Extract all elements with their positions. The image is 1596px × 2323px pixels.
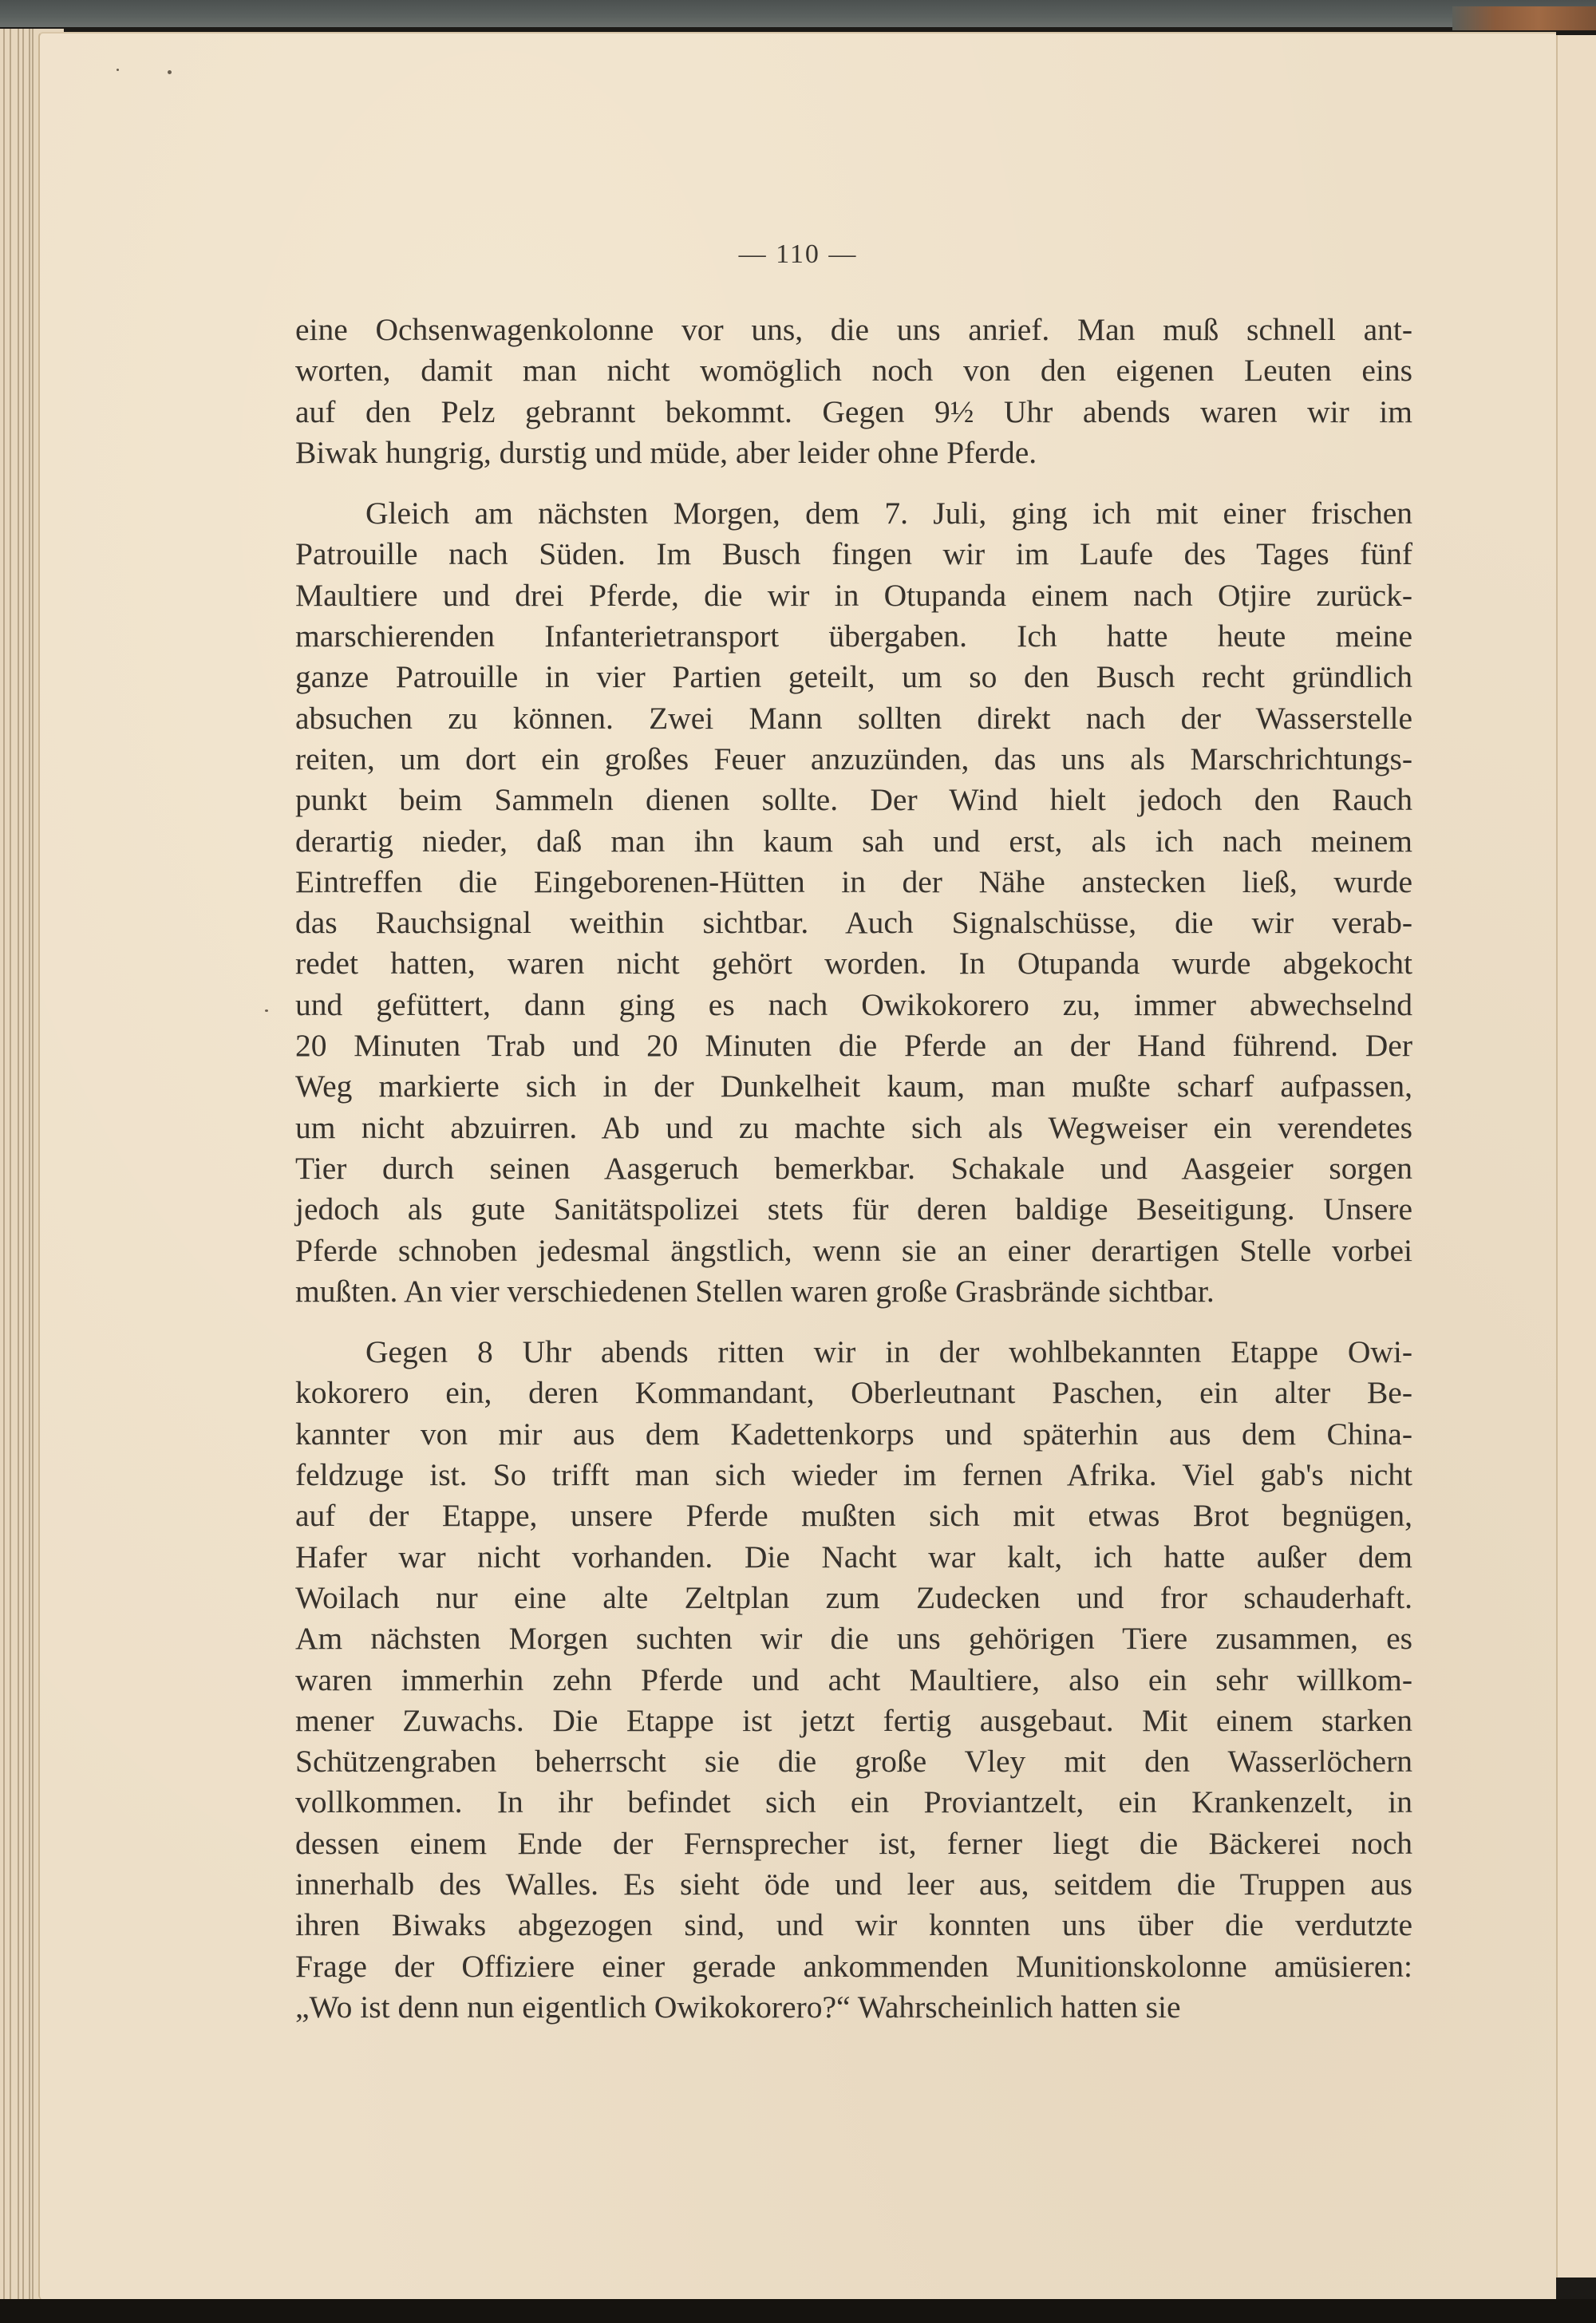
next-page-leaf (1556, 35, 1596, 2278)
text-line: eine Ochsenwagenkolonne vor uns, die uns anrief. Man muß schnell ant- (295, 312, 1412, 347)
book-cover-top (0, 0, 1596, 27)
page-edge-line (10, 29, 11, 2299)
page-edge-line (18, 29, 19, 2299)
text-line: worten, damit man nicht womöglich noch von den eigenen Leuten eins (295, 353, 1412, 389)
paragraph (295, 310, 1412, 473)
text-line: kokorero ein, deren Kommandant, Oberleutnant Paschen, ein alter Be- (295, 1375, 1412, 1411)
text-line: auf der Etappe, unsere Pferde mußten sich mit etwas Brot begnügen, (295, 1498, 1412, 1534)
text-line: punkt beim Sammeln dienen sollte. Der Wind hielt jedoch den Rauch (295, 782, 1412, 818)
text-line: das Rauchsignal weithin sichtbar. Auch Signalschüsse, die wir verab- (295, 905, 1412, 941)
page-number: — 110 — (738, 239, 858, 269)
text-line: 20 Minuten Trab und 20 Minuten die Pferde an der Hand führend. Der (295, 1028, 1412, 1064)
worn-spine-edge (1452, 6, 1596, 30)
text-line: Biwak hungrig, durstig und müde, aber leider ohne Pferde. (295, 434, 1037, 470)
text-line: waren immerhin zehn Pferde und acht Maultiere, also ein sehr willkom- (295, 1661, 1412, 1697)
text-line: jedoch als gute Sanitätspolizei stets für deren baldige Beseitigung. Unsere (295, 1191, 1412, 1227)
text-line: derartig nieder, daß man ihn kaum sah und erst, als ich nach meinem (295, 823, 1412, 859)
text-line: absuchen zu können. Zwei Mann sollten direkt nach der Wasserstelle (295, 700, 1412, 736)
text-line: Gegen 8 Uhr abends ritten wir in der wohlbekannten Etappe Owi- (365, 1334, 1412, 1370)
text-line: Patrouille nach Süden. Im Busch fingen wir im Laufe des Tages fünf (295, 536, 1412, 572)
text-line: und gefüttert, dann ging es nach Owikokorero zu, immer abwechselnd (295, 986, 1412, 1022)
paper-speck (168, 70, 172, 74)
paragraph (295, 493, 1412, 1312)
text-line: Tier durch seinen Aasgeruch bemerkbar. Schakale und Aasgeier sorgen (295, 1150, 1412, 1186)
book-cover-bottom (0, 2299, 1596, 2323)
text-line: Schützengraben beherrscht sie die große Vley mit den Wasserlöchern (295, 1744, 1412, 1780)
text-line: kannter von mir aus dem Kadettenkorps und späterhin aus dem China- (295, 1416, 1412, 1452)
text-line: vollkommen. In ihr befindet sich ein Proviantzelt, ein Krankenzelt, in (295, 1784, 1412, 1820)
text-line: Eintreffen die Eingeborenen-Hütten in der Nähe anstecken ließ, wurde (295, 863, 1412, 899)
text-line: Frage der Offiziere einer gerade ankommenden Munitionskolonne amüsieren: (295, 1948, 1412, 1984)
paper-speck (117, 69, 119, 71)
text-line: ganze Patrouille in vier Partien geteilt, um so den Busch recht gründlich (295, 659, 1412, 695)
paper-speck (265, 1009, 268, 1012)
text-line: dessen einem Ende der Fernsprecher ist, ferner liegt die Bäckerei noch (295, 1825, 1412, 1861)
body-text (295, 310, 1412, 2028)
page-edge-line (3, 29, 5, 2299)
text-line: Woilach nur eine alte Zeltplan zum Zudecken und fror schauderhaft. (295, 1579, 1412, 1615)
text-line: auf den Pelz gebrannt bekommt. Gegen 9½ Uhr abends waren wir im (295, 393, 1412, 429)
page-edge-line (29, 29, 30, 2299)
page-edge-line (32, 29, 34, 2299)
text-line: Am nächsten Morgen suchten wir die uns gehörigen Tiere zusammen, es (295, 1621, 1412, 1657)
text-line: mußten. An vier verschiedenen Stellen waren große Grasbrände sichtbar. (295, 1273, 1215, 1309)
text-line: mener Zuwachs. Die Etappe ist jetzt fertig ausgebaut. Mit einem starken (295, 1702, 1412, 1738)
text-line: reiten, um dort ein großes Feuer anzuzünden, das uns als Marschrichtungs- (295, 741, 1412, 776)
text-line: Weg markierte sich in der Dunkelheit kaum, man mußte scharf aufpassen, (295, 1069, 1412, 1104)
text-line: Maultiere und drei Pferde, die wir in Otupanda einem nach Otjire zurück- (295, 577, 1412, 613)
text-line: „Wo ist denn nun eigentlich Owikokorero?“ Wahrscheinlich hatten sie (295, 1989, 1181, 2025)
text-line: feldzuge ist. So trifft man sich wieder im fernen Afrika. Viel gab's nicht (295, 1457, 1412, 1493)
text-line: redet hatten, waren nicht gehört worden. In Otupanda wurde abgekocht (295, 946, 1412, 982)
text-line: Pferde schnoben jedesmal ängstlich, wenn sie an einer derartigen Stelle vorbei (295, 1232, 1412, 1268)
text-line: marschierenden Infanterietransport übergaben. Ich hatte heute meine (295, 618, 1412, 654)
text-line: Gleich am nächsten Morgen, dem 7. Juli, ging ich mit einer frischen (365, 496, 1412, 531)
text-line: ihren Biwaks abgezogen sind, und wir konnten uns über die verdutzte (295, 1907, 1412, 1943)
paragraph (295, 1332, 1412, 2028)
text-line: Hafer war nicht vorhanden. Die Nacht war kalt, ich hatte außer dem (295, 1539, 1412, 1574)
page-edge-line (22, 29, 24, 2299)
text-line: innerhalb des Walles. Es sieht öde und leer aus, seitdem die Truppen aus (295, 1866, 1412, 1902)
text-line: um nicht abzuirren. Ab und zu machte sich als Wegweiser ein verendetes (295, 1109, 1412, 1145)
